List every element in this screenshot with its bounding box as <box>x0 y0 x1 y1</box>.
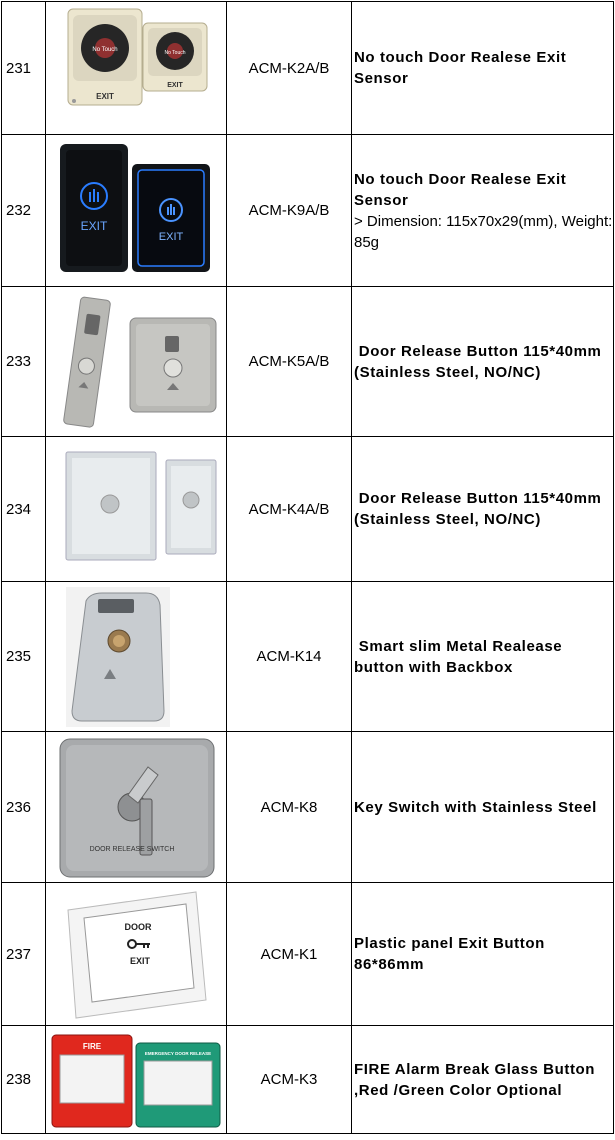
exit-label-left: EXIT <box>80 218 108 233</box>
description-title: FIRE Alarm Break Glass Button ,Red /Green Color Optional <box>354 1060 600 1099</box>
model-code: ACM-K3 <box>227 1026 352 1134</box>
model-code: ACM-K1 <box>227 883 352 1026</box>
product-image-k8 <box>46 733 226 882</box>
product-description <box>352 1026 614 1134</box>
description-title: No touch Door Realese Exit Sensor <box>354 170 572 209</box>
fire-text: FIRE <box>82 1041 102 1051</box>
table-row <box>2 883 614 1026</box>
product-image-cell <box>46 582 227 732</box>
item-number: 235 <box>2 582 46 732</box>
item-number: 234 <box>2 437 46 582</box>
table-row <box>2 437 614 582</box>
product-description <box>352 135 614 287</box>
table-row <box>2 1026 614 1134</box>
item-number: 233 <box>2 287 46 437</box>
description-title: No touch Door Realese Exit Sensor <box>354 49 572 87</box>
exit-text: EXIT <box>129 955 151 966</box>
product-table <box>1 1 614 1134</box>
product-image-k5 <box>46 288 226 436</box>
door-text: DOOR <box>124 921 152 932</box>
description-detail: > Dimension: 115x70x29(mm), Weight: 85g <box>354 212 613 251</box>
model-code: ACM-K9A/B <box>227 135 352 287</box>
product-image-k9 <box>46 136 226 286</box>
product-image-cell <box>46 135 227 287</box>
item-number: 238 <box>2 1026 46 1134</box>
item-number: 231 <box>2 2 46 135</box>
no-touch-label-right: No Touch <box>164 49 186 56</box>
exit-label-right: EXIT <box>158 230 184 243</box>
exit-label-right: EXIT <box>167 81 183 89</box>
table-row <box>2 135 614 287</box>
model-code: ACM-K8 <box>227 732 352 883</box>
description-title: Door Release Button 115*40mm (Stainless Steel, NO/NC) <box>354 490 607 528</box>
product-image-cell <box>46 287 227 437</box>
model-code: ACM-K14 <box>227 582 352 732</box>
product-image-cell <box>46 437 227 582</box>
product-image-k1 <box>46 884 226 1025</box>
product-image-cell <box>46 883 227 1026</box>
product-image-cell <box>46 732 227 883</box>
description-title: Door Release Button 115*40mm (Stainless Steel, NO/NC) <box>354 342 607 381</box>
table-row <box>2 732 614 883</box>
product-image-k3 <box>46 1027 226 1133</box>
product-description <box>352 582 614 732</box>
no-touch-label-left: No Touch <box>92 46 118 53</box>
table-row <box>2 287 614 437</box>
emergency-text: EMERGENCY DOOR RELEASE <box>144 1050 212 1056</box>
model-code: ACM-K2A/B <box>227 2 352 135</box>
product-image-k14 <box>46 583 226 731</box>
product-image-cell <box>46 1026 227 1134</box>
model-code: ACM-K4A/B <box>227 437 352 582</box>
description-title: Key Switch with Stainless Steel <box>354 798 597 816</box>
product-description <box>352 287 614 437</box>
product-image-k4 <box>46 438 226 581</box>
item-number: 236 <box>2 732 46 883</box>
product-description <box>352 732 614 883</box>
table-row <box>2 2 614 135</box>
item-number: 237 <box>2 883 46 1026</box>
product-description <box>352 883 614 1026</box>
plate-text: DOOR RELEASE SWITCH <box>89 845 175 853</box>
table-row <box>2 582 614 732</box>
description-title: Plastic panel Exit Button 86*86mm <box>354 935 550 973</box>
model-code: ACM-K5A/B <box>227 287 352 437</box>
item-number: 232 <box>2 135 46 287</box>
product-description <box>352 437 614 582</box>
product-image-cell <box>46 2 227 135</box>
description-title: Smart slim Metal Realease button with Backbox <box>354 637 567 676</box>
exit-label-left: EXIT <box>96 91 114 101</box>
product-image-k2 <box>46 3 226 134</box>
product-description <box>352 2 614 135</box>
